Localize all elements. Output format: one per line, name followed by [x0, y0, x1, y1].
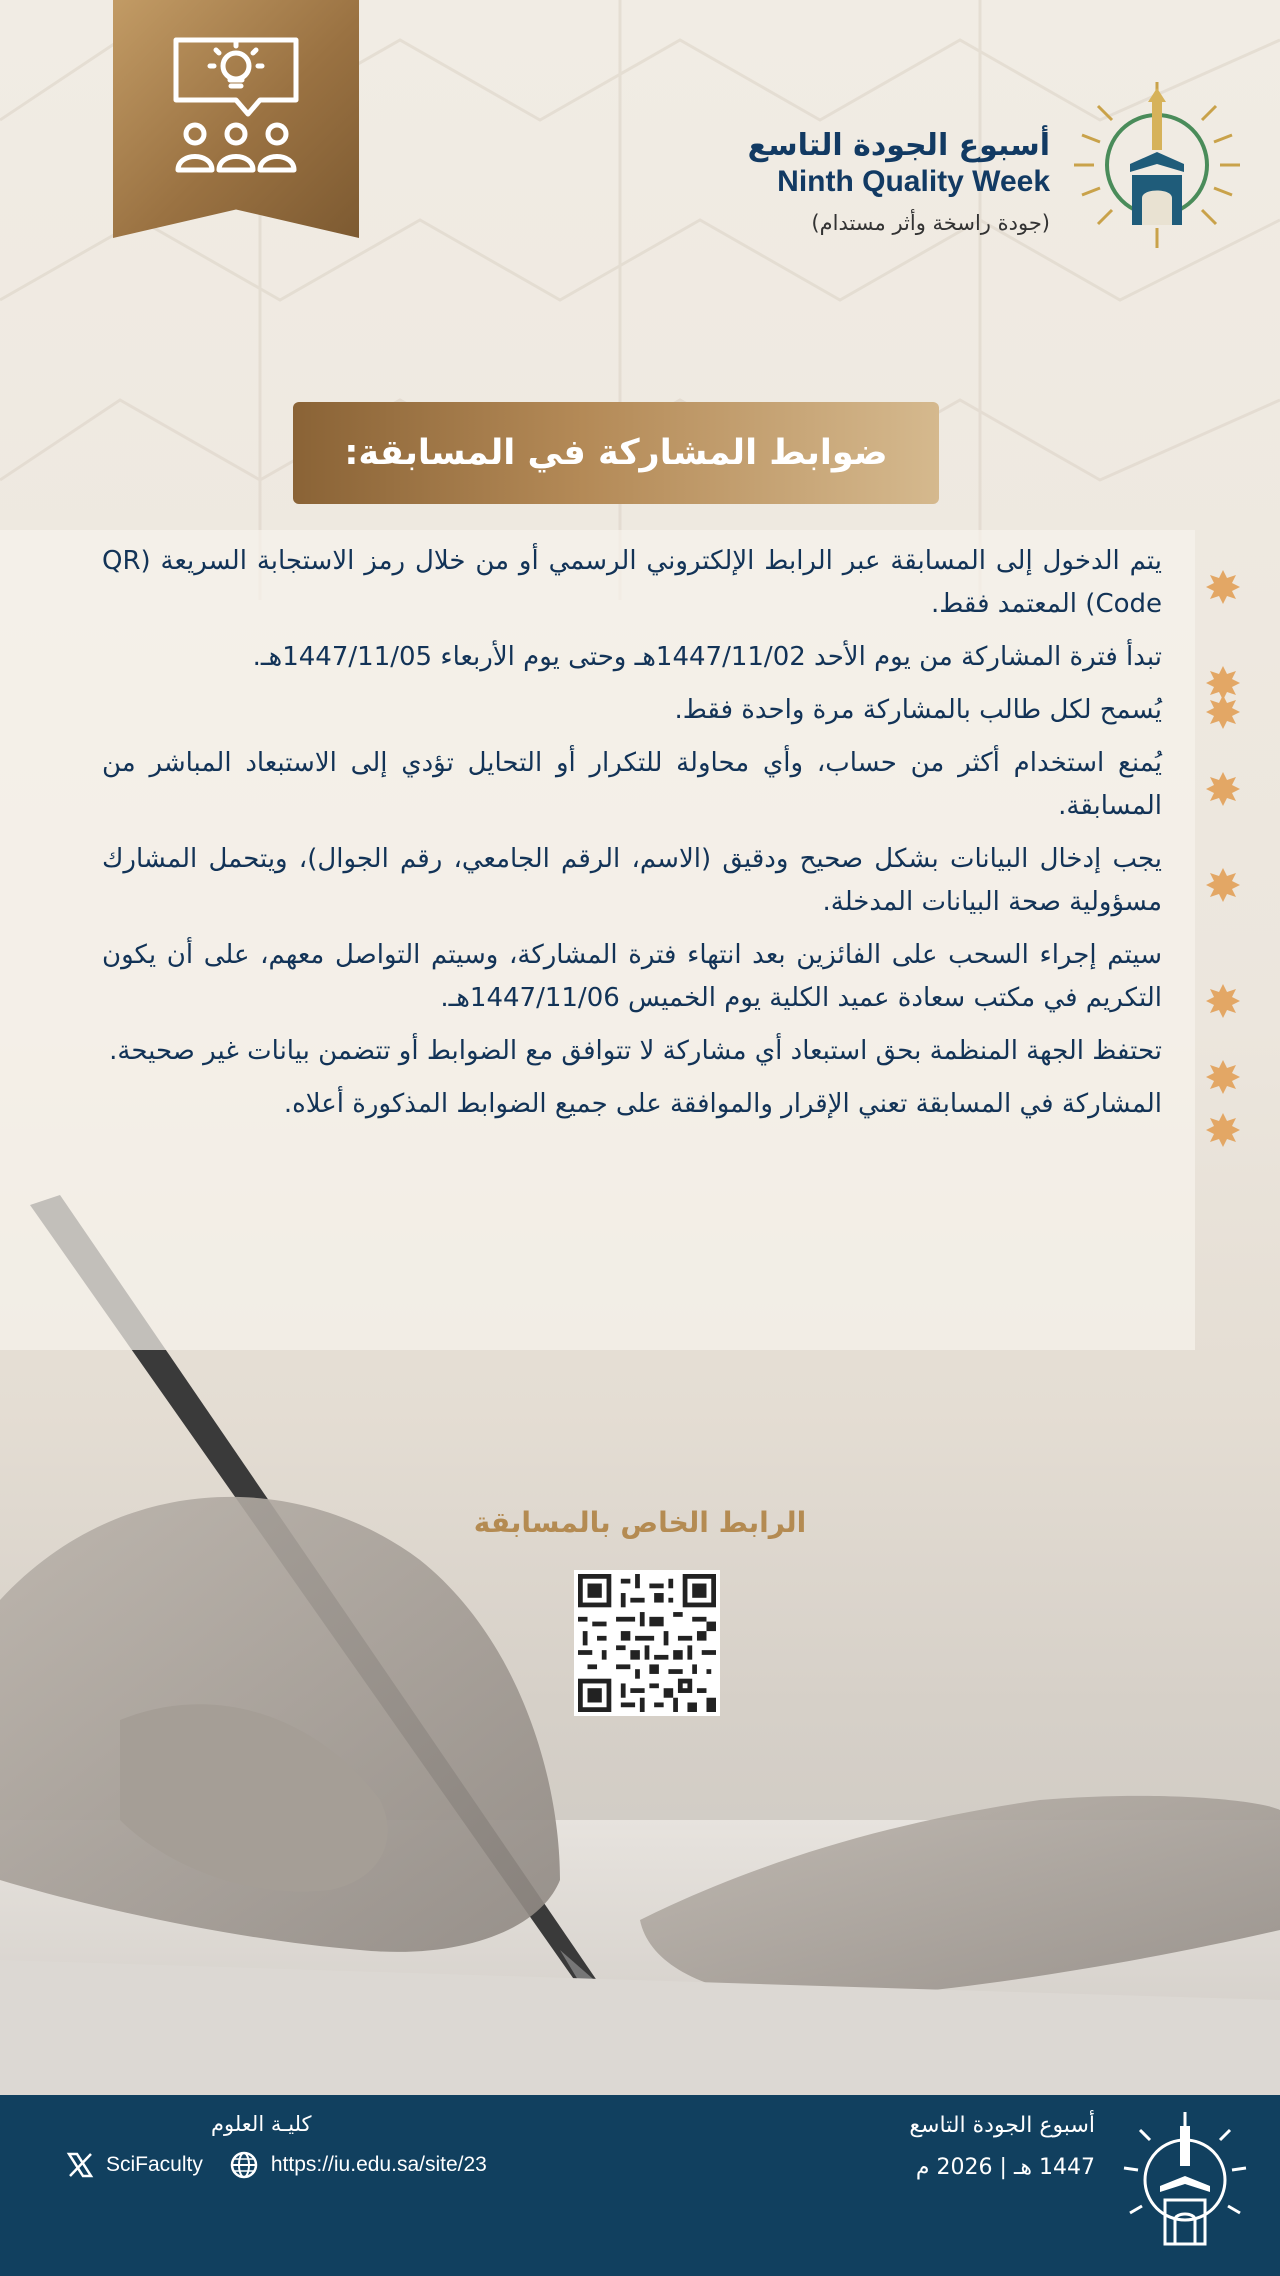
rule-text: يجب إدخال البيانات بشكل صحيح ودقيق (الاسم، الرقم الجامعي، رقم الجوال)، ويتحمل المشارك مسؤولية صحة البيانات المدخلة. [102, 844, 1162, 917]
star-bullet-icon [1206, 772, 1240, 806]
rule-item [82, 540, 1162, 626]
university-logo [1072, 80, 1242, 250]
section-title: ضوابط المشاركة في المسابقة: [344, 433, 888, 473]
event-title-en: Ninth Quality Week [777, 165, 1050, 198]
rules-list [82, 540, 1162, 1126]
event-title-ar: أسبوع الجودة التاسع [747, 128, 1050, 163]
footer-week-title: أسبوع الجودة التاسع [909, 2113, 1095, 2138]
qr-pattern [578, 1574, 716, 1712]
website-link[interactable]: https://iu.edu.sa/site/23 [270, 2153, 487, 2176]
globe-icon [229, 2150, 259, 2180]
event-tagline: (جودة راسخة وأثر مستدام) [811, 211, 1050, 235]
x-logo-icon [66, 2151, 94, 2179]
rule-item [82, 689, 1162, 732]
rule-item [82, 1083, 1162, 1126]
star-bullet-icon [1206, 695, 1240, 729]
rule-item [82, 1030, 1162, 1073]
qr-label: الرابط الخاص بالمسابقة [473, 1506, 807, 1539]
idea-team-icon [168, 30, 304, 180]
x-handle[interactable]: SciFaculty [106, 2153, 203, 2176]
footer-year: 1447 هـ | 2026 م [915, 2155, 1095, 2180]
qr-code[interactable] [574, 1570, 720, 1716]
rule-item [82, 636, 1162, 679]
rule-item [82, 934, 1162, 1020]
star-bullet-icon [1206, 868, 1240, 902]
rule-text: سيتم إجراء السحب على الفائزين بعد انتهاء فترة المشاركة، وسيتم التواصل معهم، على أن يكون التكريم في مكتب سعادة عميد الكلية يوم الخميس 1447/11/06هـ. [102, 940, 1162, 1013]
star-bullet-icon [1206, 984, 1240, 1018]
footer-university-logo [1120, 2108, 1250, 2258]
rule-text: يُمنع استخدام أكثر من حساب، وأي محاولة للتكرار أو التحايل تؤدي إلى الاستبعاد المباشر من المسابقة. [102, 748, 1162, 821]
header-ribbon [113, 0, 359, 238]
rule-item [82, 742, 1162, 828]
event-brand [748, 128, 1050, 240]
star-bullet-icon [1206, 570, 1240, 604]
footer-contacts [66, 2150, 487, 2180]
section-title-box [293, 402, 939, 504]
rule-text: تحتفظ الجهة المنظمة بحق استبعاد أي مشاركة لا تتوافق مع الضوابط أو تتضمن بيانات غير صحيحة. [109, 1036, 1162, 1066]
star-bullet-icon [1206, 1060, 1240, 1094]
rule-text: المشاركة في المسابقة تعني الإقرار والموافقة على جميع الضوابط المذكورة أعلاه. [283, 1089, 1162, 1119]
rule-text: تبدأ فترة المشاركة من يوم الأحد 1447/11/02هـ وحتى يوم الأربعاء 1447/11/05هـ. [252, 642, 1162, 672]
star-bullet-icon [1206, 1113, 1240, 1147]
rule-text: يتم الدخول إلى المسابقة عبر الرابط الإلكتروني الرسمي أو من خلال رمز الاستجابة السريعة (QR Code) المعتمد فقط. [102, 546, 1162, 619]
rule-text: يُسمح لكل طالب بالمشاركة مرة واحدة فقط. [674, 695, 1162, 725]
rule-item [82, 838, 1162, 924]
footer-faculty: كليـة العلوم [211, 2112, 312, 2136]
